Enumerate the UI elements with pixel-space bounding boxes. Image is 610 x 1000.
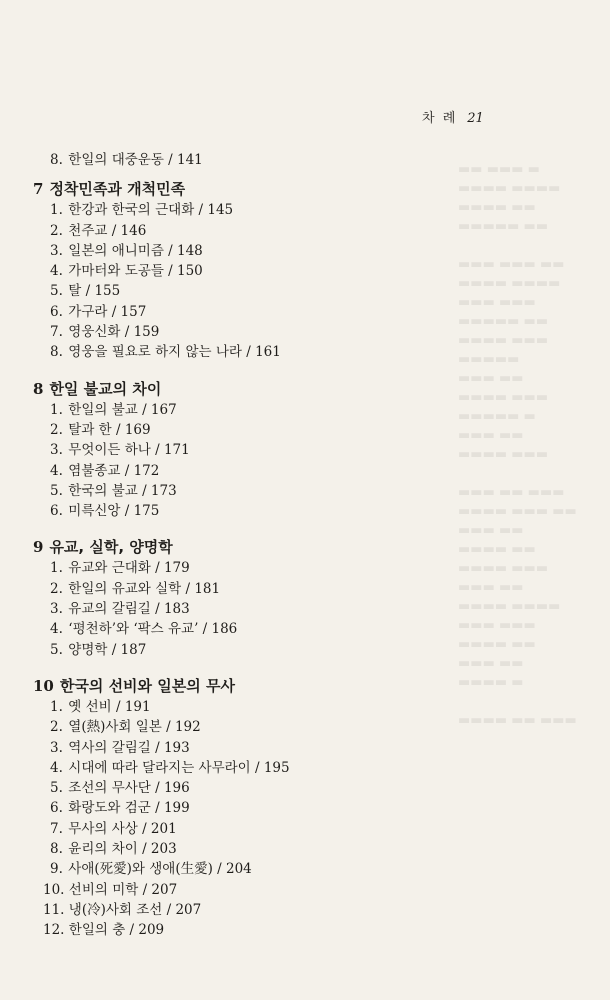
toc-entry: [33, 558, 453, 578]
entry-number: 8.: [50, 152, 63, 168]
entry-number: 1.: [50, 560, 63, 577]
toc-entry: [33, 501, 453, 521]
entry-text: 일본의 애니미즘 / 148: [68, 242, 203, 259]
toc-entry: [33, 619, 453, 639]
entry-number: 3.: [50, 601, 63, 618]
page-number: 21: [467, 111, 484, 126]
entry-number: 2.: [50, 222, 63, 239]
entry-text: 한일의 불교 / 167: [68, 401, 177, 418]
header-title: 차 례: [422, 111, 458, 126]
entry-text: 윤리의 차이 / 203: [68, 841, 177, 858]
entry-text: 유교와 근대화 / 179: [68, 560, 190, 577]
entry-text: 가마터와 도공들 / 150: [68, 263, 203, 280]
toc-entry: [33, 920, 453, 940]
entry-number: 8.: [50, 841, 63, 858]
entry-number: 2.: [50, 719, 63, 736]
entry-number: 5.: [50, 283, 63, 300]
entry-text: 양명학 / 187: [68, 641, 147, 658]
toc-entry: [33, 697, 453, 717]
toc-entry: [33, 281, 453, 301]
toc-entry: [33, 738, 453, 758]
chapter-heading: [33, 675, 453, 697]
toc-entry: [33, 400, 453, 420]
chapter-block: [33, 178, 453, 362]
toc-entry: [33, 798, 453, 818]
entry-text: 탈과 한 / 169: [68, 421, 151, 438]
entry-text: 조선의 무사단 / 196: [68, 780, 190, 797]
entry-number: 9.: [50, 861, 63, 878]
bleed-through-texture: ▬▬ ▬▬▬ ▬ ▬▬▬▬ ▬▬▬▬ ▬▬▬▬ ▬▬ ▬▬▬▬▬ ▬▬ ▬▬▬ ▬▬▬ ▬▬ ▬▬▬▬ ▬▬▬▬ ▬▬▬ ▬▬▬ ▬▬▬▬▬ ▬▬ ▬▬▬▬ ▬▬▬ ▬▬▬▬▬ ▬▬▬ ▬▬ ▬▬▬▬ ▬▬▬ ▬▬▬▬▬ ▬ ▬▬▬ ▬▬ ▬▬▬▬ ▬▬▬ ▬▬▬ ▬▬ ▬▬▬ ▬▬▬▬ ▬▬▬ ▬▬ ▬▬▬ ▬▬ ▬▬▬▬ ▬▬ ▬▬▬▬ ▬▬▬ ▬▬▬ ▬▬ ▬▬▬▬ ▬▬▬▬ ▬▬▬ ▬▬▬ ▬▬▬▬ ▬▬ ▬▬▬ ▬▬ ▬▬▬▬ ▬ ▬▬▬▬ ▬▬ ▬▬▬: [458, 162, 577, 728]
toc-entry: [33, 342, 453, 362]
entry-number: 3.: [50, 242, 63, 259]
chapter-title: 한일 불교의 차이: [49, 379, 162, 398]
entry-number: 6.: [50, 503, 63, 520]
entry-text: 가구라 / 157: [68, 303, 147, 320]
entry-text: 선비의 미학 / 207: [68, 881, 178, 898]
toc-entry: [33, 302, 453, 322]
toc-entry: [33, 461, 453, 481]
toc-entry: [33, 200, 453, 220]
entry-text: 화랑도와 검군 / 199: [68, 800, 190, 817]
entry-number: 4.: [50, 759, 63, 776]
entry-text: 천주교 / 146: [68, 222, 147, 239]
entry-number: 6.: [50, 303, 63, 320]
toc-entry: [33, 839, 453, 859]
entry-text: ‘평천하’와 ‘팍스 유교’ / 186: [68, 621, 238, 638]
entry-number: 1.: [50, 698, 63, 715]
entry-number: 7.: [50, 820, 63, 837]
entry-number: 5.: [50, 482, 63, 499]
toc-entry: [33, 481, 453, 501]
toc-entry: [33, 261, 453, 281]
entry-number: 2.: [50, 580, 63, 597]
chapter-title: 정착민족과 개척민족: [49, 180, 186, 199]
table-of-contents: [33, 150, 453, 941]
entry-number: 5.: [50, 641, 63, 658]
entry-number: 8.: [50, 344, 63, 361]
toc-entry: [33, 440, 453, 460]
entry-text: 한국의 불교 / 173: [68, 482, 177, 499]
toc-entry: [33, 150, 453, 170]
entry-text: 한일의 충 / 209: [68, 922, 165, 939]
chapter-number: 9: [33, 538, 44, 557]
toc-entry: [33, 579, 453, 599]
chapter-heading: [33, 378, 453, 400]
entry-number: 12.: [43, 922, 65, 939]
chapter-list: [33, 178, 453, 940]
entry-number: 5.: [50, 780, 63, 797]
entry-number: 4.: [50, 263, 63, 280]
chapter-block: [33, 660, 453, 941]
entry-text: 냉(冷)사회 조선 / 207: [68, 901, 202, 918]
entry-text: 유교의 갈림길 / 183: [68, 601, 190, 618]
chapter-title: 유교, 실학, 양명학: [49, 538, 173, 557]
toc-entry: [33, 778, 453, 798]
chapter-block: [33, 521, 453, 659]
entry-text: 염불종교 / 172: [68, 462, 160, 479]
running-header: [422, 107, 484, 126]
entry-number: 2.: [50, 421, 63, 438]
chapter-number: 7: [33, 180, 44, 199]
entry-number: 1.: [50, 401, 63, 418]
toc-entry: [33, 880, 453, 900]
entry-text: 무엇이든 하나 / 171: [68, 442, 190, 459]
entry-text: 사애(死愛)와 생애(生愛) / 204: [68, 861, 252, 878]
entry-text: 옛 선비 / 191: [68, 698, 151, 715]
toc-entry: [33, 241, 453, 261]
toc-entry: [33, 758, 453, 778]
toc-entry: [33, 859, 453, 879]
chapter-heading: [33, 536, 453, 558]
entry-number: 3.: [50, 442, 63, 459]
entry-number: 4.: [50, 462, 63, 479]
toc-entry: [33, 221, 453, 241]
toc-entry: [33, 322, 453, 342]
entry-text: 역사의 갈림길 / 193: [68, 739, 190, 756]
entry-text: 영웅을 필요로 하지 않는 나라 / 161: [68, 344, 281, 361]
toc-entry: [33, 599, 453, 619]
entry-number: 6.: [50, 800, 63, 817]
toc-entry: [33, 900, 453, 920]
entry-text: 시대에 따라 달라지는 사무라이 / 195: [68, 759, 290, 776]
chapter-number: 10: [33, 676, 54, 695]
entry-text: 한일의 대중운동 / 141: [68, 152, 203, 168]
chapter-block: [33, 363, 453, 522]
toc-entry: [33, 717, 453, 737]
toc-entry: [33, 640, 453, 660]
entry-number: 4.: [50, 621, 63, 638]
entry-text: 한일의 유교와 실학 / 181: [68, 580, 221, 597]
entry-number: 11.: [43, 901, 65, 918]
toc-entry: [33, 420, 453, 440]
chapter-number: 8: [33, 379, 44, 398]
entry-text: 한강과 한국의 근대화 / 145: [68, 202, 234, 219]
entry-text: 미륵신앙 / 175: [68, 503, 160, 520]
entry-text: 무사의 사상 / 201: [68, 820, 177, 837]
entry-number: 1.: [50, 202, 63, 219]
chapter-title: 한국의 선비와 일본의 무사: [59, 676, 235, 695]
entry-text: 탈 / 155: [68, 283, 121, 300]
entry-text: 열(熱)사회 일본 / 192: [68, 719, 201, 736]
entry-number: 3.: [50, 739, 63, 756]
toc-entry: [33, 819, 453, 839]
entry-text: 영웅신화 / 159: [68, 324, 160, 341]
entry-number: 10.: [43, 881, 65, 898]
entry-number: 7.: [50, 324, 63, 341]
chapter-heading: [33, 178, 453, 200]
